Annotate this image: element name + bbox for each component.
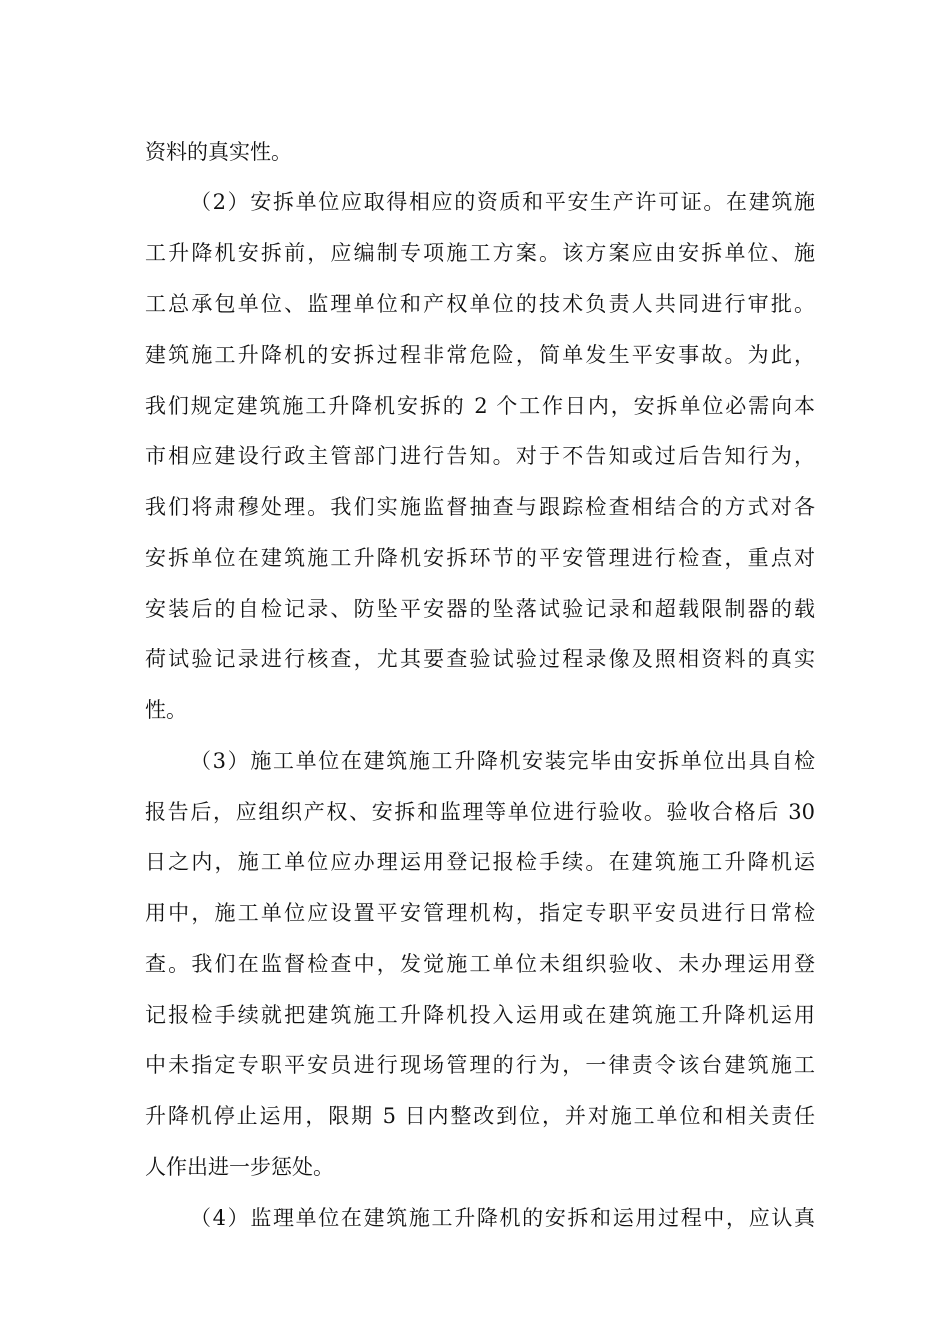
text-line-20: 升降机停止运用，限期 5 日内整改到位，并对施工单位和相关责任 [145, 1104, 815, 1128]
text-line-2: （2）安拆单位应取得相应的资质和平安生产许可证。在建筑施 [190, 190, 815, 214]
text-line-19: 中未指定专职平安员进行现场管理的行为，一律责令该台建筑施工 [145, 1053, 815, 1077]
text-line-12: 性。 [145, 698, 187, 722]
text-line-15: 日之内，施工单位应办理运用登记报检手续。在建筑施工升降机运 [145, 850, 815, 874]
text-line-5: 建筑施工升降机的安拆过程非常危险，简单发生平安事故。为此， [145, 343, 815, 367]
text-line-8: 我们将肃穆处理。我们实施监督抽查与跟踪检查相结合的方式对各 [145, 495, 815, 519]
text-line-1: 资料的真实性。 [145, 140, 292, 164]
text-line-4: 工总承包单位、监理单位和产权单位的技术负责人共同进行审批。 [145, 292, 815, 316]
text-line-14: 报告后，应组织产权、安拆和监理等单位进行验收。验收合格后 30 [145, 800, 815, 824]
text-line-18: 记报检手续就把建筑施工升降机投入运用或在建筑施工升降机运用 [145, 1003, 815, 1027]
text-line-11: 荷试验记录进行核查，尤其要查验试验过程录像及照相资料的真实 [145, 647, 815, 671]
text-line-9: 安拆单位在建筑施工升降机安拆环节的平安管理进行检查，重点对 [145, 546, 815, 570]
text-line-21: 人作出进一步惩处。 [145, 1155, 334, 1179]
text-line-10: 安装后的自检记录、防坠平安器的坠落试验记录和超载限制器的载 [145, 597, 815, 621]
text-line-17: 查。我们在监督检查中，发觉施工单位未组织验收、未办理运用登 [145, 952, 815, 976]
text-line-22: （4）监理单位在建筑施工升降机的安拆和运用过程中，应认真 [190, 1206, 815, 1230]
text-line-13: （3）施工单位在建筑施工升降机安装完毕由安拆单位出具自检 [190, 749, 815, 773]
text-line-16: 用中，施工单位应设置平安管理机构，指定专职平安员进行日常检 [145, 901, 815, 925]
text-line-3: 工升降机安拆前，应编制专项施工方案。该方案应由安拆单位、施 [145, 241, 815, 265]
text-line-7: 市相应建设行政主管部门进行告知。对于不告知或过后告知行为， [145, 444, 815, 468]
text-line-6: 我们规定建筑施工升降机安拆的 2 个工作日内，安拆单位必需向本 [145, 394, 815, 418]
